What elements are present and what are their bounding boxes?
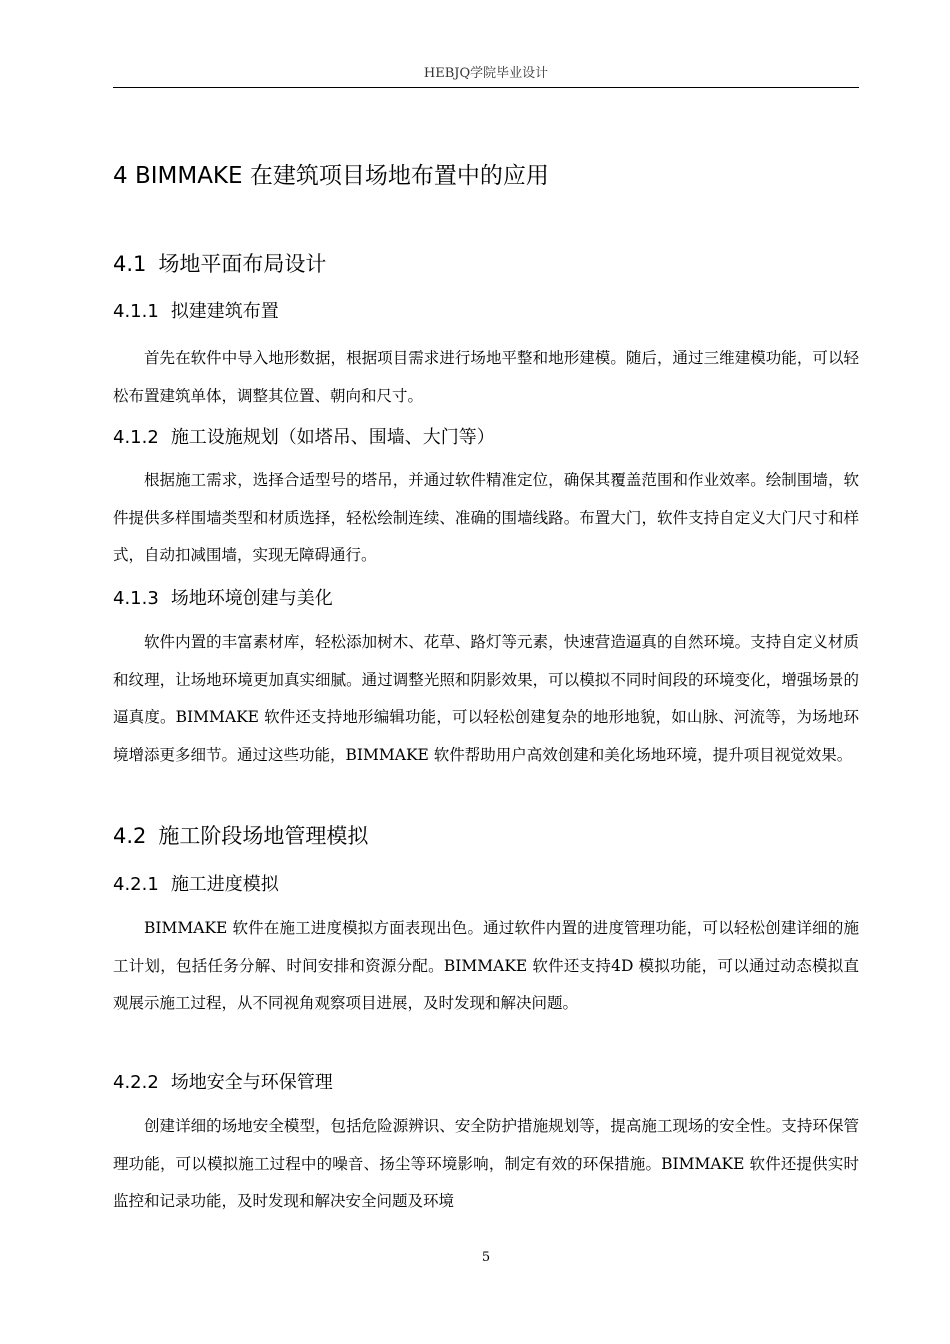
subsection-heading-4-1-1: [113, 297, 859, 327]
subsection-title: 施工进度模拟: [170, 874, 279, 895]
subsection-number: 4.2.1: [113, 874, 159, 895]
header-rule: [113, 87, 859, 88]
subsection-title: 场地环境创建与美化: [170, 588, 333, 609]
subsection-title: 场地安全与环保管理: [170, 1072, 333, 1093]
paragraph-4-2-1: BIMMAKE 软件在施工进度模拟方面表现出色。通过软件内置的进度管理功能，可以轻松创建详细的施工计划，包括任务分解、时间安排和资源分配。BIMMAKE 软件还支持4D 模拟功能，可以通过动态模拟直观展示施工过程，从不同视角观察项目进展，及时发现和解决问题。: [113, 919, 859, 1012]
section-title: 施工阶段场地管理模拟: [158, 824, 369, 848]
running-header: HEBJQ学院毕业设计: [423, 66, 549, 81]
chapter-title: 4 BIMMAKE 在建筑项目场地布置中的应用: [113, 163, 549, 189]
subsection-heading-4-1-2: [113, 423, 859, 453]
section-number: 4.2: [113, 824, 147, 848]
subsection-title: 拟建建筑布置: [170, 301, 279, 322]
subsection-heading-4-2-2: [113, 1068, 859, 1098]
paragraph-4-1-2: 根据施工需求，选择合适型号的塔吊，并通过软件精准定位，确保其覆盖范围和作业效率。绘制围墙，软件提供多样围墙类型和材质选择，轻松绘制连续、准确的围墙线路。布置大门，软件支持自定义大门尺寸和样式，自动扣减围墙，实现无障碍通行。: [113, 471, 859, 564]
subsection-heading-4-1-3: [113, 584, 859, 614]
paragraph-4-1-1: 首先在软件中导入地形数据，根据项目需求进行场地平整和地形建模。随后，通过三维建模功能，可以轻松布置建筑单体，调整其位置、朝向和尺寸。: [113, 349, 859, 405]
subsection-title: 施工设施规划（如塔吊、围墙、大门等）: [170, 427, 495, 448]
paragraph-4-2-2: 创建详细的场地安全模型，包括危险源辨识、安全防护措施规划等，提高施工现场的安全性。支持环保管理功能，可以模拟施工过程中的噪音、扬尘等环境影响，制定有效的环保措施。BIMMAKE 软件还提供实时监控和记录功能，及时发现和解决安全问题及环境: [113, 1117, 859, 1210]
section-heading-4-2: [113, 820, 859, 852]
section-number: 4.1: [113, 252, 147, 276]
subsection-number: 4.2.2: [113, 1072, 159, 1093]
paragraph-4-1-3: 软件内置的丰富素材库，轻松添加树木、花草、路灯等元素，快速营造逼真的自然环境。支持自定义材质和纹理，让场地环境更加真实细腻。通过调整光照和阴影效果，可以模拟不同时间段的环境变化，增强场景的逼真度。BIMMAKE 软件还支持地形编辑功能，可以轻松创建复杂的地形地貌，如山脉、河流等，为场地环境增添更多细节。通过这些功能，BIMMAKE 软件帮助用户高效创建和美化场地环境，提升项目视觉效果。: [113, 633, 859, 764]
section-title: 场地平面布局设计: [158, 252, 327, 276]
section-heading-4-1: [113, 248, 859, 280]
subsection-heading-4-2-1: [113, 870, 859, 900]
subsection-number: 4.1.2: [113, 427, 159, 448]
subsection-number: 4.1.1: [113, 301, 159, 322]
page-number: 5: [481, 1250, 491, 1265]
subsection-number: 4.1.3: [113, 588, 159, 609]
